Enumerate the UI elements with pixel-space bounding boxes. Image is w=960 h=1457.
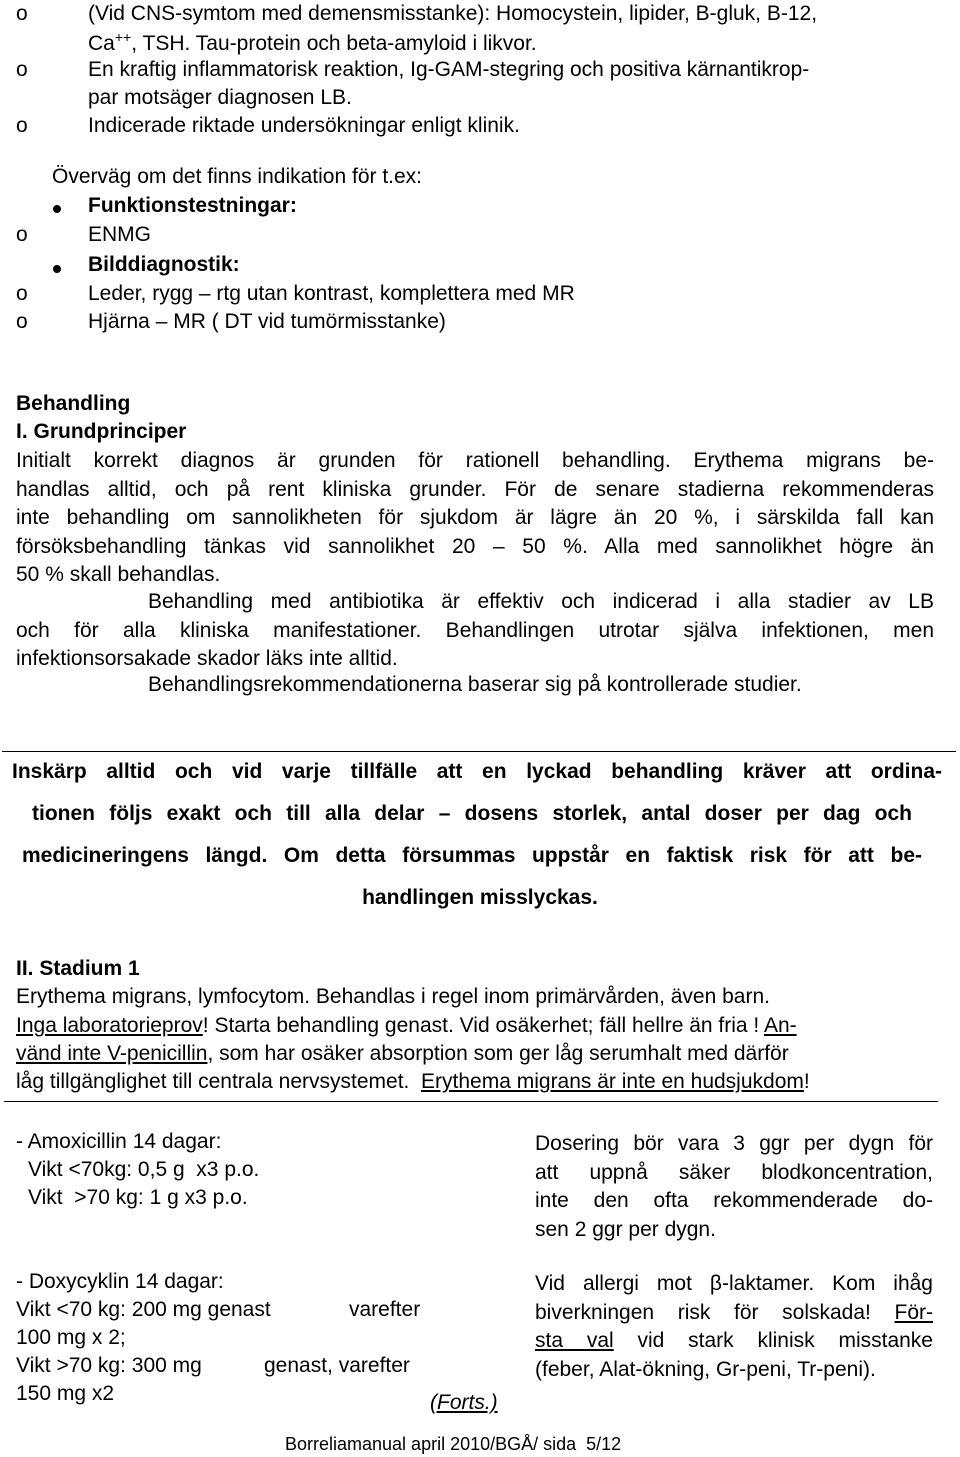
bullet-icon bbox=[53, 265, 61, 273]
amoxicillin-dose-2: Vikt >70 kg: 1 g x3 p.o. bbox=[28, 1186, 248, 1209]
treatment-title: Behandling bbox=[16, 392, 131, 415]
treatment-paragraph-2 bbox=[16, 588, 934, 674]
list-item-1-line-1: (Vid CNS-symtom med demensmisstanke): Homocystein, lipider, B-gluk, B-12, bbox=[88, 2, 818, 25]
list-marker: o bbox=[16, 310, 28, 333]
paragraph-line: handlas alltid, och på rent kliniska grunder. För de senare stadierna rekommenderas bbox=[16, 477, 934, 501]
warning-line: medicineringens längd. Om detta försummas uppstår en faktisk risk för att be- bbox=[22, 844, 922, 867]
use-not-part: An- bbox=[763, 1014, 797, 1037]
no-lab-tests: Inga laboratorieprov bbox=[16, 1014, 203, 1037]
stage-1-line-3 bbox=[16, 1042, 789, 1066]
list-item-2-line-1: En kraftig inflammatorisk reaktion, Ig-GAM-stegring och positiva kärnantikrop- bbox=[88, 58, 810, 81]
list-marker: o bbox=[16, 223, 28, 246]
list-item-2-line-2: par motsäger diagnosen LB. bbox=[88, 86, 352, 109]
paragraph-line: Initialt korrekt diagnos är grunden för rationell behandling. Erythema migrans be- bbox=[16, 449, 934, 472]
doxycyklin-dose-1b: varefter bbox=[349, 1298, 421, 1321]
stage-1-line-1: Erythema migrans, lymfocytom. Behandlas i regel inom primärvården, även barn. bbox=[16, 985, 770, 1008]
note-line bbox=[535, 1327, 933, 1356]
list-marker: o bbox=[16, 282, 28, 305]
paragraph-line: infektionsorsakade skador läks inte alltid. bbox=[16, 647, 398, 670]
note-2-line-2a: biverkningen risk för solskada! bbox=[535, 1300, 895, 1324]
consider-intro: Överväg om det finns indikation för t.ex: bbox=[52, 165, 423, 188]
note-line: sen 2 ggr per dygn. bbox=[535, 1217, 716, 1241]
first-choice-part: För- bbox=[894, 1300, 933, 1324]
item1-rest: , TSH. Tau-protein och beta-amyloid i likvor. bbox=[131, 32, 537, 55]
note-line bbox=[535, 1299, 933, 1328]
dosing-note-2 bbox=[535, 1270, 933, 1384]
stage-1-line-3-rest: , som har osäker absorption som ger låg serumhalt med därför bbox=[207, 1042, 789, 1065]
stage-1-line-2 bbox=[16, 1014, 797, 1038]
no-v-penicillin: vänd inte V-penicillin bbox=[16, 1042, 208, 1065]
consider-heading-functional-tests: Funktionstestningar: bbox=[88, 194, 297, 217]
doxycyklin-dose-3b: genast, varefter bbox=[264, 1354, 410, 1377]
bullet-icon bbox=[53, 205, 61, 213]
paragraph-line: inte behandling om sannolikheten för sjukdom är lägre än 20 %, i särskilda fall kan bbox=[16, 506, 934, 529]
continued-label: (Forts.) bbox=[430, 1391, 498, 1414]
doxycyklin-dose-2: 100 mg x 2; bbox=[16, 1326, 126, 1349]
note-line: Vid allergi mot β-laktamer. Kom ihåg bbox=[535, 1272, 933, 1295]
doxycyklin-dose-1a: Vikt <70 kg: 200 mg genast bbox=[16, 1298, 271, 1321]
note-line: Dosering bör vara 3 ggr per dygn för bbox=[535, 1132, 933, 1155]
warning-line: handlingen misslyckas. bbox=[362, 886, 598, 909]
consider-heading-imaging: Bilddiagnostik: bbox=[88, 253, 240, 276]
stage-1-line-4-post: ! bbox=[803, 1070, 810, 1093]
paragraph-line: 50 % skall behandlas. bbox=[16, 563, 221, 586]
note-line: inte den ofta rekommenderade do- bbox=[535, 1189, 933, 1212]
paragraph-line: Behandling med antibiotika är effektiv och indicerad i alla stadier av LB bbox=[148, 590, 934, 613]
stage-1-line-2-mid: ! Starta behandling genast. Vid osäkerhet; fäll hellre än fria ! bbox=[202, 1014, 764, 1037]
amoxicillin-title: - Amoxicillin 14 dagar: bbox=[16, 1130, 222, 1153]
doxycyklin-dose-4: 150 mg x2 bbox=[16, 1382, 115, 1405]
note-line: (feber, Alat-ökning, Gr-peni, Tr-peni). bbox=[535, 1357, 876, 1381]
stage-1-rule bbox=[4, 1101, 938, 1102]
paragraph-line: försöksbehandling tänkas vid sannolikhet 20 – 50 %. Alla med sannolikhet högre än bbox=[16, 534, 934, 558]
stage-1-line-4 bbox=[16, 1070, 810, 1094]
doxycyklin-dose-3a: Vikt >70 kg: 300 mg bbox=[16, 1354, 202, 1377]
ca-text: Ca bbox=[88, 32, 115, 55]
list-marker: o bbox=[16, 2, 28, 25]
note-2-line-3b: vid stark klinisk misstanke bbox=[613, 1329, 933, 1352]
dosing-note-1 bbox=[535, 1130, 933, 1244]
list-marker: o bbox=[16, 58, 28, 81]
list-marker: o bbox=[16, 114, 28, 137]
stage-1-line-4-pre: låg tillgänglighet till centrala nervsystemet. bbox=[16, 1070, 422, 1093]
section-1-title: I. Grundprinciper bbox=[16, 420, 187, 443]
warning-line: Inskärp alltid och vid varje tillfälle att en lyckad behandling kräver att ordina- bbox=[12, 760, 942, 783]
stage-1-title: II. Stadium 1 bbox=[16, 957, 140, 980]
amoxicillin-dose-1: Vikt <70kg: 0,5 g x3 p.o. bbox=[28, 1158, 260, 1181]
consider-brain: Hjärna – MR ( DT vid tumörmisstanke) bbox=[88, 310, 446, 333]
treatment-paragraph-1 bbox=[16, 447, 934, 590]
consider-enmg: ENMG bbox=[88, 223, 151, 246]
warning-line: tionen följs exakt och till alla delar – dosens storlek, antal doser per dag och bbox=[32, 802, 912, 825]
note-line: att uppnå säker blodkoncentration, bbox=[535, 1160, 933, 1184]
paragraph-line: och för alla kliniska manifestationer. Behandlingen utrotar själva infektionen, men bbox=[16, 618, 934, 642]
warning-box bbox=[2, 751, 956, 940]
em-not-skin-disease: Erythema migrans är inte en hudsjukdom bbox=[421, 1070, 804, 1093]
first-choice-rest: sta val bbox=[535, 1329, 614, 1352]
consider-joints: Leder, rygg – rtg utan kontrast, komplettera med MR bbox=[88, 282, 575, 305]
treatment-paragraph-3: Behandlingsrekommendationerna baserar sig på kontrollerade studier. bbox=[148, 673, 802, 696]
ca-superscript: ++ bbox=[114, 29, 132, 45]
page-footer: Borreliamanual april 2010/BGÅ/ sida 5/12 bbox=[285, 1434, 622, 1454]
list-item-1-line-2 bbox=[88, 29, 537, 56]
list-item-3: Indicerade riktade undersökningar enligt klinik. bbox=[88, 114, 520, 137]
doxycyklin-title: - Doxycyklin 14 dagar: bbox=[16, 1270, 224, 1293]
